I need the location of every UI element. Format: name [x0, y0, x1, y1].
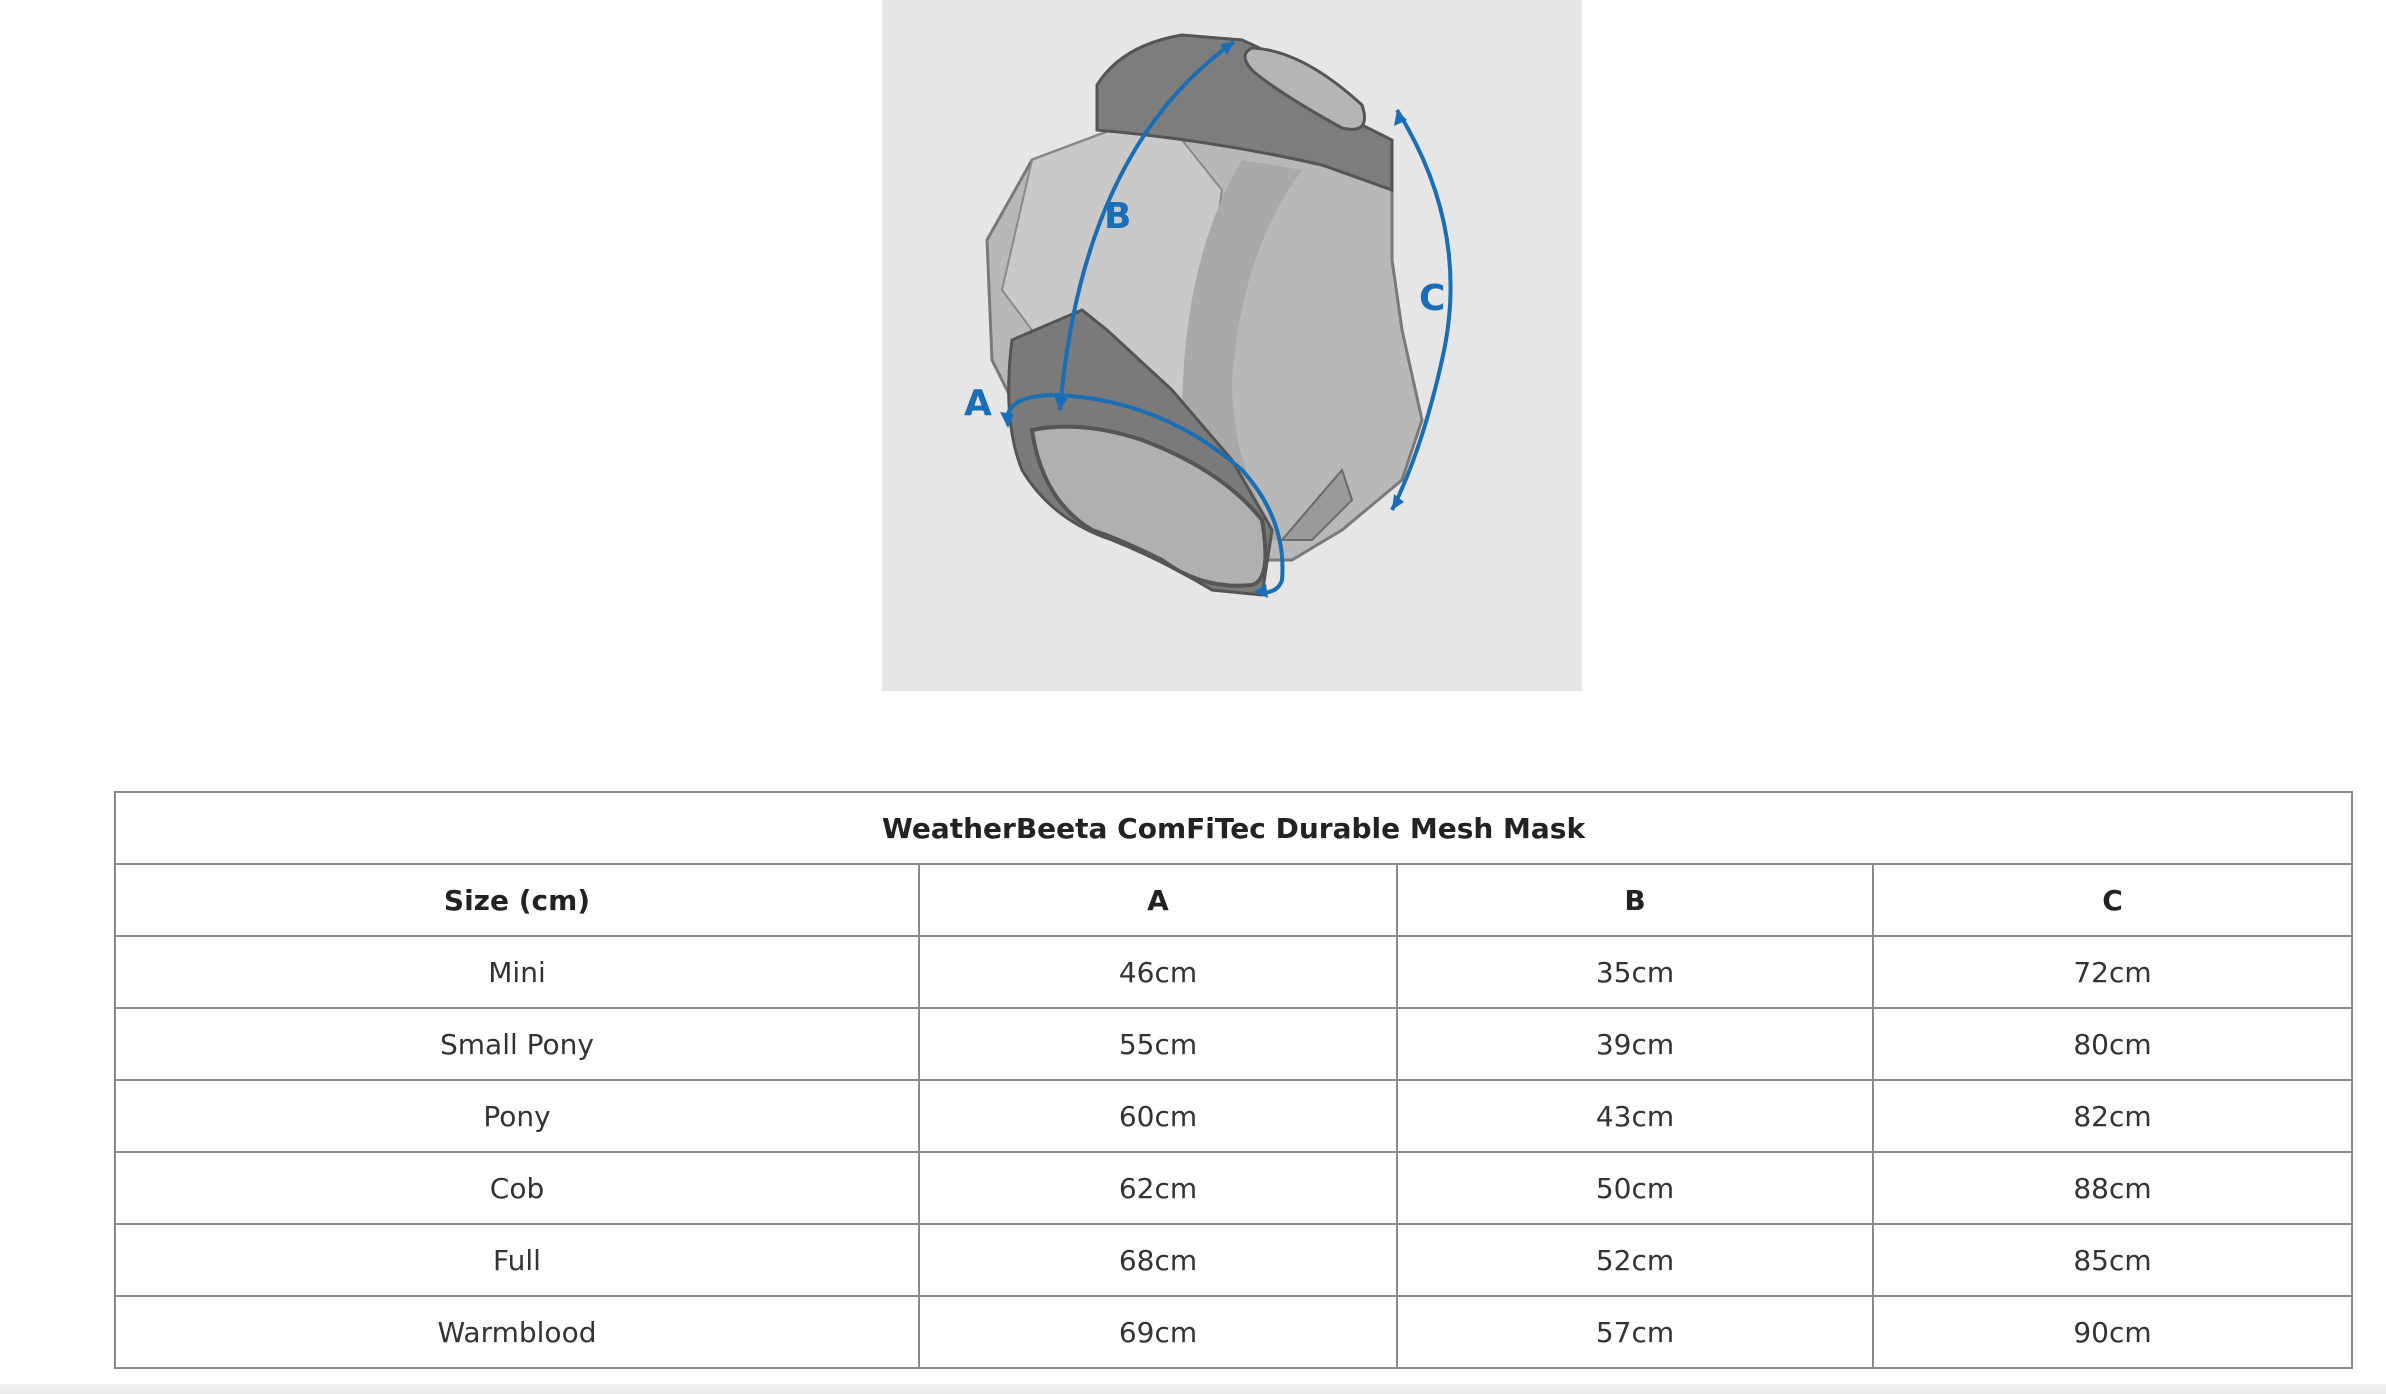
measure-a: 55cm	[919, 1008, 1397, 1080]
table-row	[115, 1008, 2352, 1080]
measure-b: 52cm	[1397, 1224, 1873, 1296]
measure-c: 80cm	[1873, 1008, 2352, 1080]
header-size: Size (cm)	[115, 864, 919, 936]
measure-c: 85cm	[1873, 1224, 2352, 1296]
label-a: A	[964, 383, 992, 424]
label-c: C	[1419, 278, 1446, 319]
table-row	[115, 1296, 2352, 1368]
measure-c: 88cm	[1873, 1152, 2352, 1224]
size-name: Warmblood	[115, 1296, 919, 1368]
measure-b: 39cm	[1397, 1008, 1873, 1080]
measure-a: 60cm	[919, 1080, 1397, 1152]
header-c: C	[1873, 864, 2352, 936]
measure-b: 57cm	[1397, 1296, 1873, 1368]
measure-b: 35cm	[1397, 936, 1873, 1008]
measure-a: 69cm	[919, 1296, 1397, 1368]
mask-measurement-diagram	[882, 0, 1582, 691]
header-a: A	[919, 864, 1397, 936]
page-bottom-edge	[0, 1384, 2386, 1394]
measure-b: 43cm	[1397, 1080, 1873, 1152]
size-name: Cob	[115, 1152, 919, 1224]
size-chart-table	[114, 791, 2353, 1369]
measure-c: 82cm	[1873, 1080, 2352, 1152]
size-name: Full	[115, 1224, 919, 1296]
measure-c: 72cm	[1873, 936, 2352, 1008]
table-row	[115, 1224, 2352, 1296]
table-row	[115, 1152, 2352, 1224]
measure-a: 68cm	[919, 1224, 1397, 1296]
size-name: Mini	[115, 936, 919, 1008]
label-b: B	[1104, 196, 1132, 237]
table-row	[115, 936, 2352, 1008]
measure-a: 46cm	[919, 936, 1397, 1008]
table-header-row	[115, 864, 2352, 936]
table-title-row	[115, 792, 2352, 864]
size-name: Small Pony	[115, 1008, 919, 1080]
measure-c: 90cm	[1873, 1296, 2352, 1368]
table-row	[115, 1080, 2352, 1152]
table-title: WeatherBeeta ComFiTec Durable Mesh Mask	[115, 792, 2352, 864]
measure-a: 62cm	[919, 1152, 1397, 1224]
size-name: Pony	[115, 1080, 919, 1152]
measure-b: 50cm	[1397, 1152, 1873, 1224]
header-b: B	[1397, 864, 1873, 936]
fly-mask-illustration	[882, 0, 1582, 691]
